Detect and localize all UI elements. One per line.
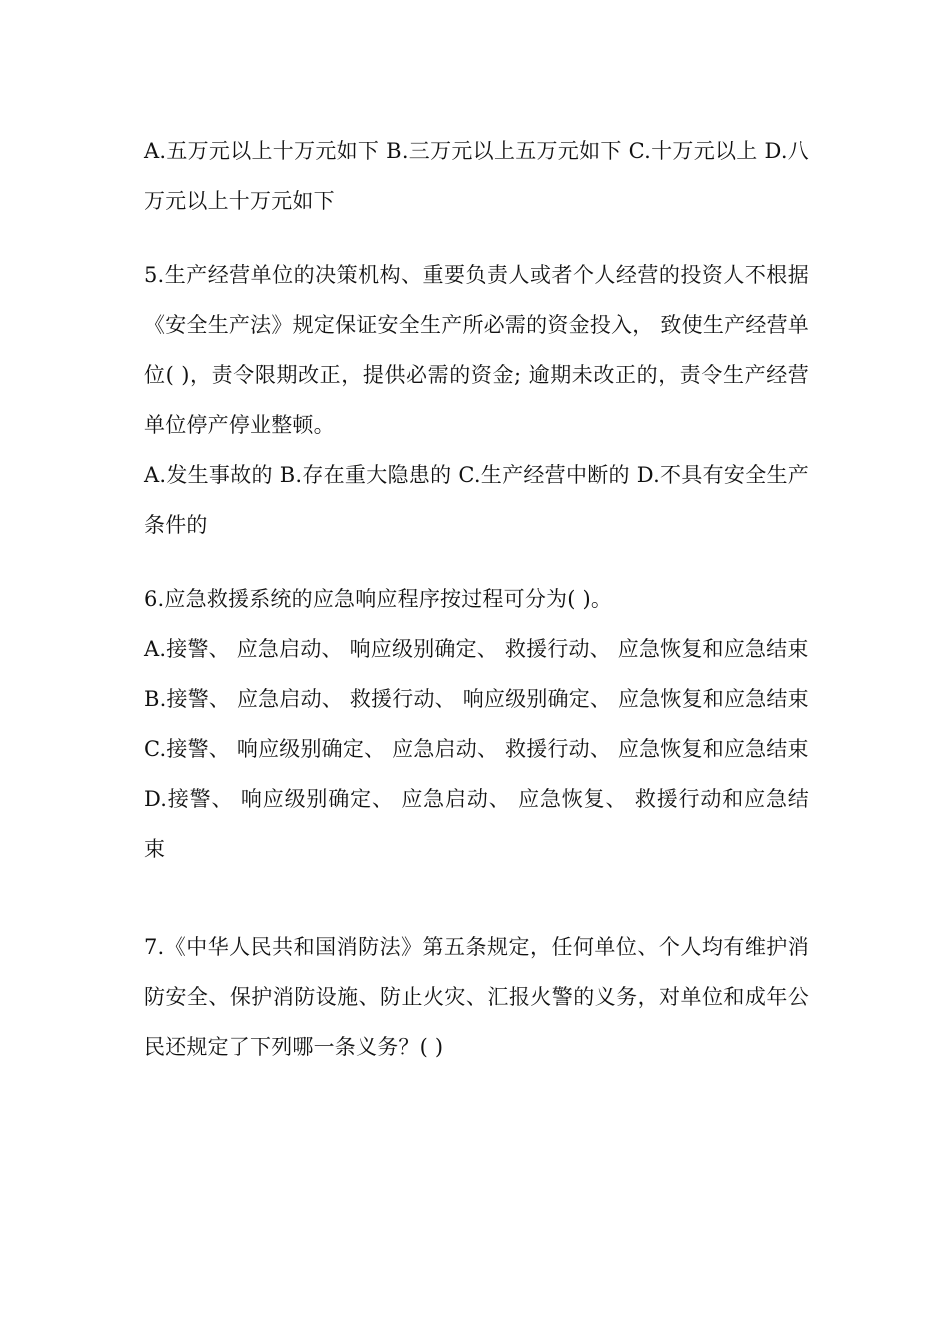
document-page — [144, 126, 809, 1072]
q6-option-b: B.接警、 应急启动、 救援行动、 响应级别确定、 应急恢复和应急结束 — [144, 687, 809, 711]
q6-option-a: A.接警、 应急启动、 响应级别确定、 救援行动、 应急恢复和应急结束 — [144, 637, 809, 661]
q5-options: A.发生事故的 B.存在重大隐患的 C.生产经营中断的 D.不具有安全生产条件的 — [144, 463, 809, 537]
q4-options: A.五万元以上十万元如下 B.三万元以上五万元如下 C.十万元以上 D.八万元以上十万元如下 — [144, 139, 809, 213]
q5-stem: 5.生产经营单位的决策机构、重要负责人或者个人经营的投资人不根据《安全生产法》规定保证安全生产所必需的资金投入， 致使生产经营单位( )，责令限期改正，提供必需的资金; 逾期未改正的，责令生产经营单位停产停业整顿。 — [144, 263, 809, 437]
q6-option-d: D.接警、 响应级别确定、 应急启动、 应急恢复、 救援行动和应急结束 — [144, 787, 809, 861]
q7-stem: 7.《中华人民共和国消防法》第五条规定，任何单位、个人均有维护消防安全、保护消防设施、防止火灾、汇报火警的义务，对单位和成年公民还规定了下列哪一条义务？( ) — [144, 935, 809, 1059]
q6-stem: 6.应急救援系统的应急响应程序按过程可分为( )。 — [144, 587, 613, 611]
q6-option-c: C.接警、 响应级别确定、 应急启动、 救援行动、 应急恢复和应急结束 — [144, 737, 809, 761]
